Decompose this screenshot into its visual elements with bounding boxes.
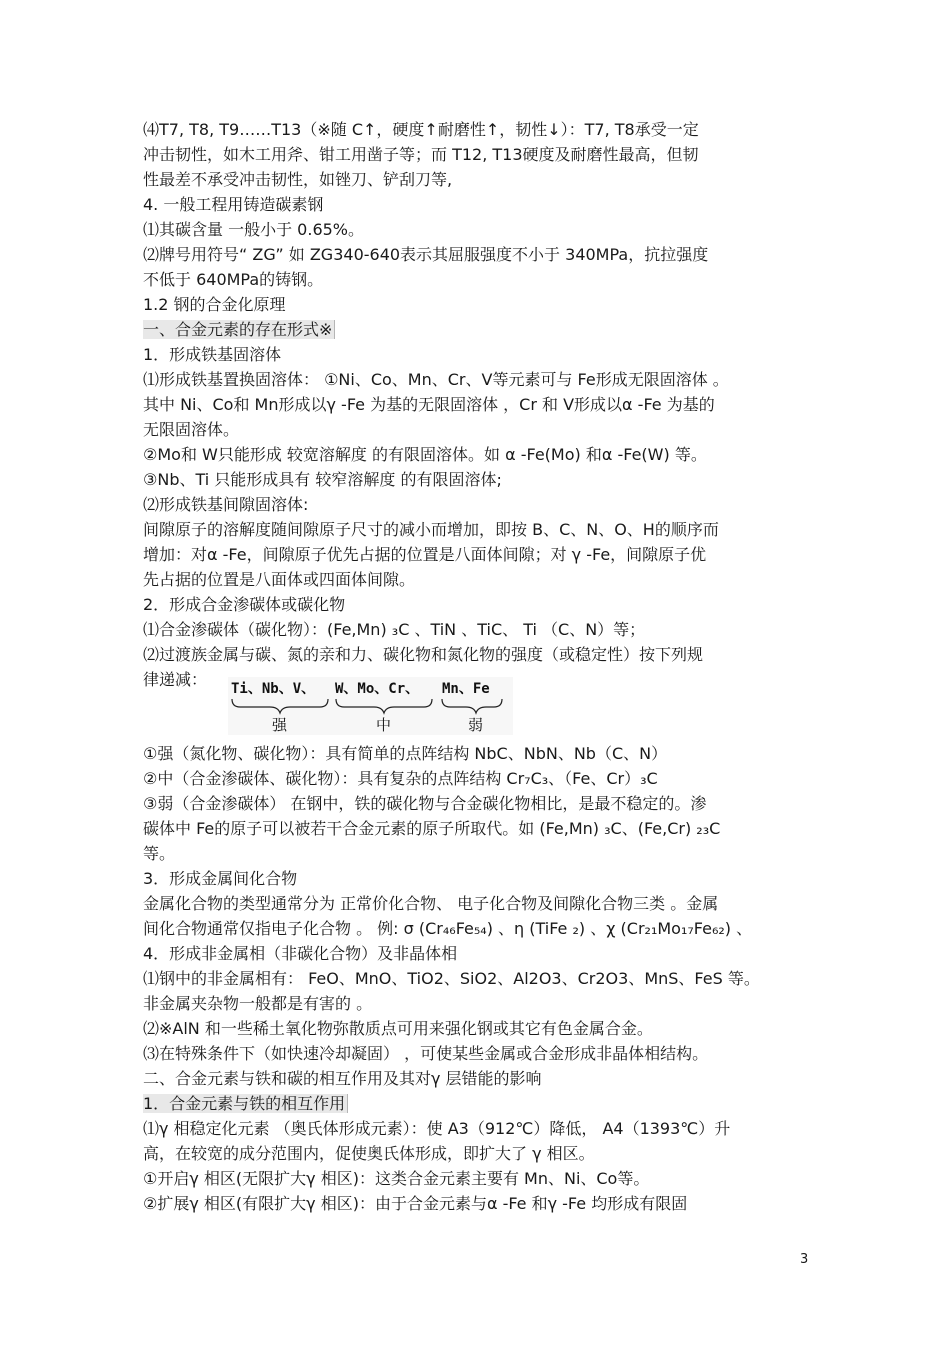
text-line: 非金属夹杂物一般都是有害的 。 <box>143 994 373 1013</box>
text-line: ⑴形成铁基置换固溶体： ①Ni、Co、Mn、Cr、V等元素可与 Fe形成无限固溶体 。 <box>143 370 729 389</box>
subsection-heading: 3．形成金属间化合物 <box>143 869 298 888</box>
label-weak: 弱 <box>468 716 484 734</box>
text-line: 律递减： <box>143 670 208 689</box>
subsection-heading: 4．形成非金属相（非碳化合物）及非晶体相 <box>143 944 458 963</box>
text-line: 等。 <box>143 844 176 863</box>
highlighted-heading: 一、合金元素的存在形式※ <box>143 320 335 339</box>
text-line: 不低于 640MPa的铸钢。 <box>143 270 324 289</box>
subsection-heading: 2．形成合金渗碳体或碳化物 <box>143 595 346 614</box>
text-line: ②中（合金渗碳体、碳化物）：具有复杂的点阵结构 Cr₇C₃、（Fe、Cr）₃C <box>143 769 658 788</box>
text-line: ⑵※AlN 和一些稀土氧化物弥散质点可用来强化钢或其它有色金属合金。 <box>143 1019 653 1038</box>
section-heading: 1.2 钢的合金化原理 <box>143 295 286 314</box>
section-heading: 4. 一般工程用铸造碳素钢 <box>143 195 324 214</box>
text-line: ⑵牌号用符号“ ZG” 如 ZG340-640表示其屈服强度不小于 340MPa，抗拉强度 <box>143 245 709 264</box>
highlighted-heading: 1．合金元素与铁的相互作用 <box>143 1094 348 1113</box>
text-line: ③Nb、Ti 只能形成具有 较窄溶解度 的有限固溶体; <box>143 470 502 489</box>
text-line: ⑵过渡族金属与碳、氮的亲和力、碳化物和氮化物的强度（或稳定性）按下列规 <box>143 645 704 664</box>
subsection-heading: 1．形成铁基固溶体 <box>143 345 282 364</box>
text-line: ③弱（合金渗碳体） 在钢中，铁的碳化物与合金碳化物相比，是最不稳定的。渗 <box>143 794 707 813</box>
text-line: 增加：对α -Fe，间隙原子优先占据的位置是八面体间隙；对 γ -Fe，间隙原子优 <box>143 545 707 564</box>
text-line: ⑷T7, T8, T9……T13（※随 C↑，硬度↑耐磨性↑，韧性↓）：T7, T8承受一定 <box>143 120 699 139</box>
text-line: ②扩展γ 相区(有限扩大γ 相区)：由于合金元素与α -Fe 和γ -Fe 均形成有限固 <box>143 1194 688 1213</box>
text-line: ⑴γ 相稳定化元素 （奥氏体形成元素）：使 A3（912℃）降低， A4（1393℃）升 <box>143 1119 731 1138</box>
text-line: 冲击韧性，如木工用斧、钳工用凿子等；而 T12, T13硬度及耐磨性最高，但韧 <box>143 145 699 164</box>
text-line: 间化合物通常仅指电子化合物 。 例: σ (Cr₄₆Fe₅₄) 、η (TiFe ₂) 、χ (Cr₂₁Mo₁₇Fe₆₂) 、 <box>143 919 753 938</box>
affinity-order-figure <box>228 677 513 735</box>
label-strong: 强 <box>272 716 288 734</box>
text-line: ②Mo和 W只能形成 较宽溶解度 的有限固溶体。如 α -Fe(Mo) 和α -Fe(W) 等。 <box>143 445 707 464</box>
text-line: ⑵形成铁基间隙固溶体: <box>143 495 309 514</box>
text-line: ⑶在特殊条件下（如快速冷却凝固） ，可使某些金属或合金形成非晶体相结构。 <box>143 1044 709 1063</box>
text-line: 无限固溶体。 <box>143 420 240 439</box>
text-line: ⑴合金渗碳体（碳化物）：(Fe,Mn) ₃C 、TiN 、TiC、 Ti （C、N）等； <box>143 620 646 639</box>
section-heading: 二、合金元素与铁和碳的相互作用及其对γ 层错能的影响 <box>143 1069 542 1088</box>
label-medium: 中 <box>376 716 392 734</box>
text-line: 高，在较宽的成分范围内，促使奥氏体形成，即扩大了 γ 相区。 <box>143 1144 595 1163</box>
page-number: 3 <box>800 1252 809 1267</box>
text-line: 性最差不承受冲击韧性，如锉刀、铲刮刀等, <box>143 170 453 189</box>
text-line: 其中 Ni、Co和 Mn形成以γ -Fe 为基的无限固溶体 ，Cr 和 V形成以α -Fe 为基的 <box>143 395 715 414</box>
text-line: ①强（氮化物、碳化物）：具有简单的点阵结构 NbC、NbN、Nb（C、N） <box>143 744 668 763</box>
text-line: ⑴钢中的非金属相有： FeO、MnO、TiO2、SiO2、Al2O3、Cr2O3、MnS、FeS 等。 <box>143 969 760 988</box>
element-group-medium: W、Mo、Cr、 <box>335 681 420 697</box>
text-line: 先占据的位置是八面体或四面体间隙。 <box>143 570 416 589</box>
element-group-weak: Mn、Fe <box>442 681 490 697</box>
text-line: 间隙原子的溶解度随间隙原子尺寸的减小而增加，即按 B、C、N、O、H的顺序而 <box>143 520 719 539</box>
text-line: ⑴其碳含量 一般小于 0.65%。 <box>143 220 365 239</box>
text-line: ①开启γ 相区(无限扩大γ 相区)：这类合金元素主要有 Mn、Ni、Co等。 <box>143 1169 650 1188</box>
text-line: 金属化合物的类型通常分为 正常价化合物、 电子化合物及间隙化合物三类 。金属 <box>143 894 719 913</box>
text-line: 碳体中 Fe的原子可以被若干合金元素的原子所取代。如 (Fe,Mn) ₃C、(Fe,Cr) ₂₃C <box>143 819 721 838</box>
element-group-strong: Ti、Nb、V、 <box>231 681 316 697</box>
